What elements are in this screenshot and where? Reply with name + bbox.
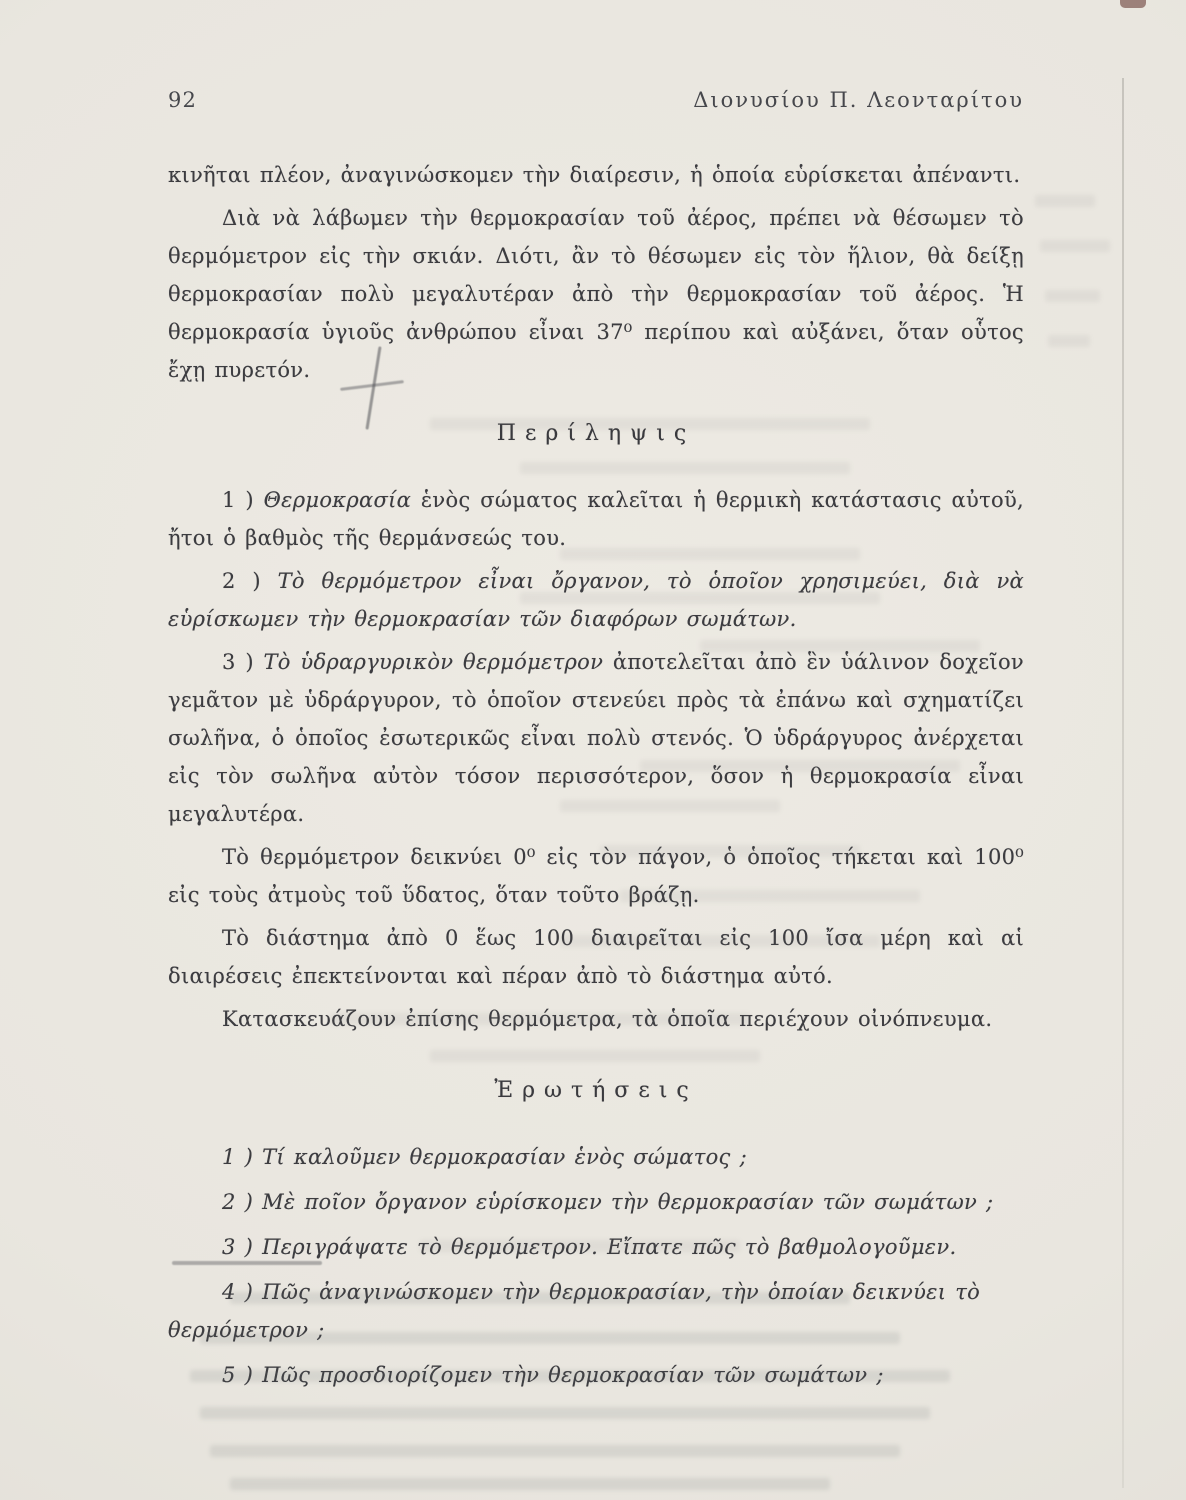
bleedthrough-mark [210,1445,900,1457]
bleedthrough-mark [1045,290,1100,302]
text-segment: Τὸ ὑδραργυρικὸν θερμόμετρον [263,650,604,674]
bleedthrough-mark [330,1013,750,1025]
summary-item-4 [168,838,1024,914]
summary-item-1 [168,481,1024,557]
bleedthrough-mark [430,418,870,430]
text-segment: Τὸ θερμόμετρον εἶναι ὄργανον, τὸ ὁποῖον χρησιμεύει, διὰ νὰ εὑρίσκωμεν τὴν θερμοκρασίαν τῶν διαφόρων σωμάτων. [168,569,1024,631]
bleedthrough-mark [560,548,860,560]
text-segment: Θερμοκρασία [263,488,412,512]
bleedthrough-mark [520,592,880,604]
intro-paragraph-1 [168,156,1024,194]
intro-paragraph-2 [168,199,1024,389]
text-segment: 2 ) [222,569,278,593]
text-segment: Τὸ διάστημα ἀπὸ 0 ἕως 100 διαιρεῖται εἰς 100 ἴσα μέρη καὶ αἱ διαιρέσεις ἐπεκτείνονται καὶ πέραν ἀπὸ τὸ διάστημα αὐτό. [168,926,1024,988]
page-edge-shadow [1122,78,1124,1488]
text-segment: 5 ) Πῶς προσδιορίζομεν τὴν θερμοκρασίαν τῶν σωμάτων ; [222,1363,884,1387]
question-1 [168,1138,1024,1176]
text-segment: 2 ) Μὲ ποῖον ὄργανον εὑρίσκομεν τὴν θερμοκρασίαν τῶν σωμάτων ; [222,1190,994,1214]
bleedthrough-mark [640,760,960,772]
summary-heading: Περίληψις [496,421,696,446]
intro-paragraphs [168,156,1024,389]
text-segment: ἀποτελεῖται ἀπὸ ἓν ὑάλινον δοχεῖον γεμᾶτον μὲ ὑδράργυρον, τὸ ὁποῖον στενεύει πρὸς τὰ ἐπάνω καὶ σχηματίζει σωλῆνα, ὁ ὁποῖος ἐσωτερικῶς εἶναι πολὺ στενός. Ὁ ὑδράργυρος ἀνέρχεται εἰς τὸν σωλῆνα αὐτὸν τόσον περισσότερον, ὅσον ἡ θερμοκρασία εἶναι μεγαλυτέρα. [168,650,1024,826]
text-segment: Τὸ θερμόμετρον δεικνύει 0⁰ εἰς τὸν πάγον, ὁ ὁποῖος τήκεται καὶ 100⁰ εἰς τοὺς ἀτμοὺς τοῦ ὕδατος, ὅταν τοῦτο βράζῃ. [168,845,1024,907]
bleedthrough-mark [190,1370,950,1382]
text-block [168,156,1024,1401]
bleedthrough-mark [520,462,850,474]
text-segment: 3 ) Περιγράψατε τὸ θερμόμετρον. Εἴπατε πῶς τὸ βαθμολογοῦμεν. [222,1235,957,1259]
text-segment: κινῆται πλέον, ἀναγινώσκομεν τὴν διαίρεσιν, ἡ ὁποία εὑρίσκεται ἀπέναντι. [168,163,1021,187]
bleedthrough-mark [200,1407,930,1419]
page-number: 92 [168,88,198,112]
text-segment: 4 ) Πῶς ἀναγινώσκομεν τὴν θερμοκρασίαν, τὴν ὁποίαν δεικνύει τὸ θερμόμετρον ; [168,1280,981,1342]
question-items [168,1138,1024,1394]
text-segment: 1 ) [222,488,264,512]
running-header-title: Διονυσίου Π. Λεονταρίτου [693,88,1024,112]
text-segment: 3 ) [222,650,264,674]
summary-item-5 [168,919,1024,995]
pencil-cross-mark [338,346,410,432]
bleedthrough-mark [420,1240,740,1252]
text-segment: ἑνὸς σώματος καλεῖται ἡ θερμικὴ κατάστασις αὐτοῦ, ἤτοι ὁ βαθμὸς τῆς θερμάνσεώς του. [168,488,1024,550]
bleedthrough-mark [700,640,980,652]
question-2 [168,1183,1024,1221]
pencil-underline-mark [172,1261,322,1265]
bleedthrough-mark [560,800,780,812]
bleedthrough-mark [600,845,860,857]
bleedthrough-mark [430,1050,760,1062]
text-segment: Διὰ νὰ λάβωμεν τὴν θερμοκρασίαν τοῦ ἀέρος, πρέπει νὰ θέσωμεν τὸ θερμόμετρον εἰς τὴν σκιάν. Διότι, ἂν τὸ θέσωμεν εἰς τὸν ἥλιον, θὰ δείξῃ θερμοκρασίαν πολὺ μεγαλυτέραν ἀπὸ τὴν θερμοκρασίαν τοῦ ἀέρος. Ἡ θερμοκρασία ὑγιοῦς ἀνθρώπου εἶναι 37⁰ περίπου καὶ αὐξάνει, ὅταν οὗτος ἔχῃ πυρετόν. [168,206,1024,382]
questions-heading: Ἐρωτήσεις [494,1078,698,1103]
corner-ink-speck [1120,0,1146,8]
bleedthrough-mark [230,1478,830,1490]
bleedthrough-mark [230,1292,850,1304]
bleedthrough-mark [620,890,920,902]
bleedthrough-mark [1040,240,1110,252]
text-segment: 1 ) Τί καλοῦμεν θερμοκρασίαν ἑνὸς σώματος ; [222,1145,747,1169]
bleedthrough-mark [560,935,880,947]
text-segment: Κατασκευάζουν ἐπίσης θερμόμετρα, τὰ ὁποῖα περιέχουν οἰνόπνευμα. [222,1007,993,1031]
page-header [168,88,1024,112]
bleedthrough-mark [200,1332,900,1344]
bleedthrough-mark [1035,195,1095,207]
bleedthrough-mark [1048,335,1090,347]
pencil-stroke-vertical [365,346,381,429]
